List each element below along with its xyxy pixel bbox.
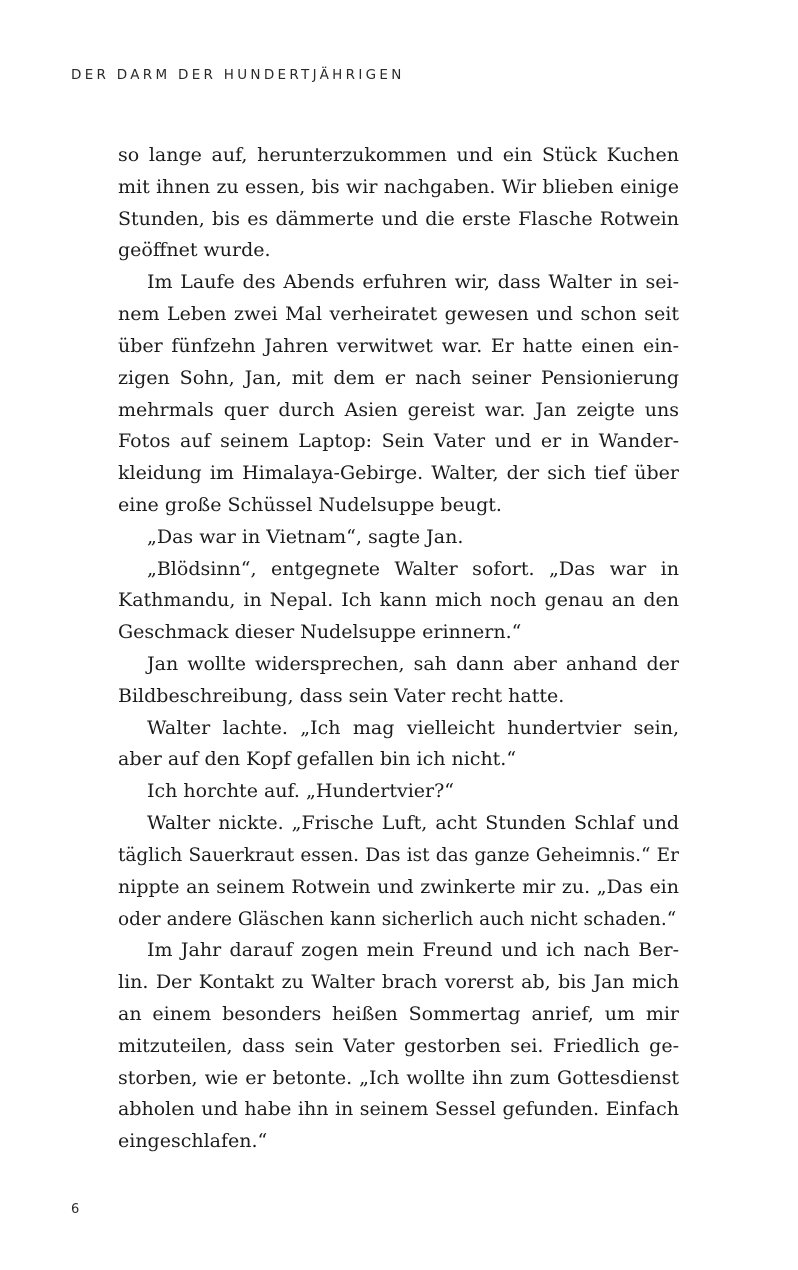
- text-line: über fünfzehn Jahren verwitwet war. Er hatte einen ein-: [118, 334, 679, 357]
- text-line: Im Jahr darauf zogen mein Freund und ich nach Ber-: [147, 939, 679, 962]
- text-line: Bildbeschreibung, dass sein Vater recht hatte.: [118, 684, 565, 707]
- text-line: abholen und habe ihn in seinem Sessel gefunden. Einfach: [118, 1098, 679, 1121]
- text-line: Ich horchte auf. „Hundertvier?“: [147, 780, 455, 803]
- text-line: storben, wie er betonte. „Ich wollte ihn zum Gottesdienst: [118, 1066, 679, 1089]
- text-line: Kathmandu, in Nepal. Ich kann mich noch genau an den: [118, 589, 679, 612]
- text-line: täglich Sauerkraut essen. Das ist das ganze Geheimnis.“ Er: [118, 844, 679, 866]
- body-text: [118, 140, 679, 1158]
- text-line: Walter nickte. „Frische Luft, acht Stunden Schlaf und: [147, 812, 679, 835]
- text-line: mehrmals quer durch Asien gereist war. Jan zeigte uns: [118, 398, 679, 421]
- text-line: zigen Sohn, Jan, mit dem er nach seiner Pensionierung: [118, 366, 679, 389]
- text-line: mitzuteilen, dass sein Vater gestorben sei. Friedlich ge-: [118, 1034, 679, 1057]
- text-line: Stunden, bis es dämmerte und die erste Flasche Rotwein: [118, 207, 679, 230]
- text-line: oder andere Gläschen kann sicherlich auch nicht schaden.“: [118, 908, 677, 930]
- text-line: lin. Der Kontakt zu Walter brach vorerst ab, bis Jan mich: [118, 971, 679, 994]
- text-line: eingeschlafen.“: [118, 1130, 268, 1153]
- text-line: Im Laufe des Abends erfuhren wir, dass Walter in sei-: [147, 271, 679, 294]
- text-line: Fotos auf seinem Laptop: Sein Vater und er in Wander-: [118, 430, 679, 453]
- text-line: geöffnet wurde.: [118, 239, 271, 262]
- text-line: Jan wollte widersprechen, sah dann aber anhand der: [147, 653, 679, 675]
- text-line: eine große Schüssel Nudelsuppe beugt.: [118, 493, 502, 516]
- text-line: aber auf den Kopf gefallen bin ich nicht.“: [118, 748, 517, 771]
- text-line: nem Leben zwei Mal verheiratet gewesen und schon seit: [118, 303, 679, 326]
- text-line: an einem besonders heißen Sommertag anrief, um mir: [118, 1002, 679, 1025]
- text-line: Geschmack dieser Nudelsuppe erinnern.“: [118, 621, 522, 644]
- running-head-title: DER DARM DER HUNDERTJÄHRIGEN: [71, 67, 405, 83]
- text-line: „Blödsinn“, entgegnete Walter sofort. „Das war in: [147, 557, 679, 580]
- text-line: Walter lachte. „Ich mag vielleicht hundertvier sein,: [147, 716, 679, 739]
- text-line: kleidung im Himalaya-Gebirge. Walter, der sich tief über: [118, 462, 679, 485]
- text-line: so lange auf, herunterzukommen und ein Stück Kuchen: [118, 144, 679, 166]
- text-line: mit ihnen zu essen, bis wir nachgaben. Wir blieben einige: [118, 175, 679, 198]
- text-line: nippte an seinem Rotwein und zwinkerte mir zu. „Das ein: [118, 875, 679, 898]
- page-number: 6: [71, 1202, 80, 1217]
- text-line: „Das war in Vietnam“, sagte Jan.: [147, 525, 464, 548]
